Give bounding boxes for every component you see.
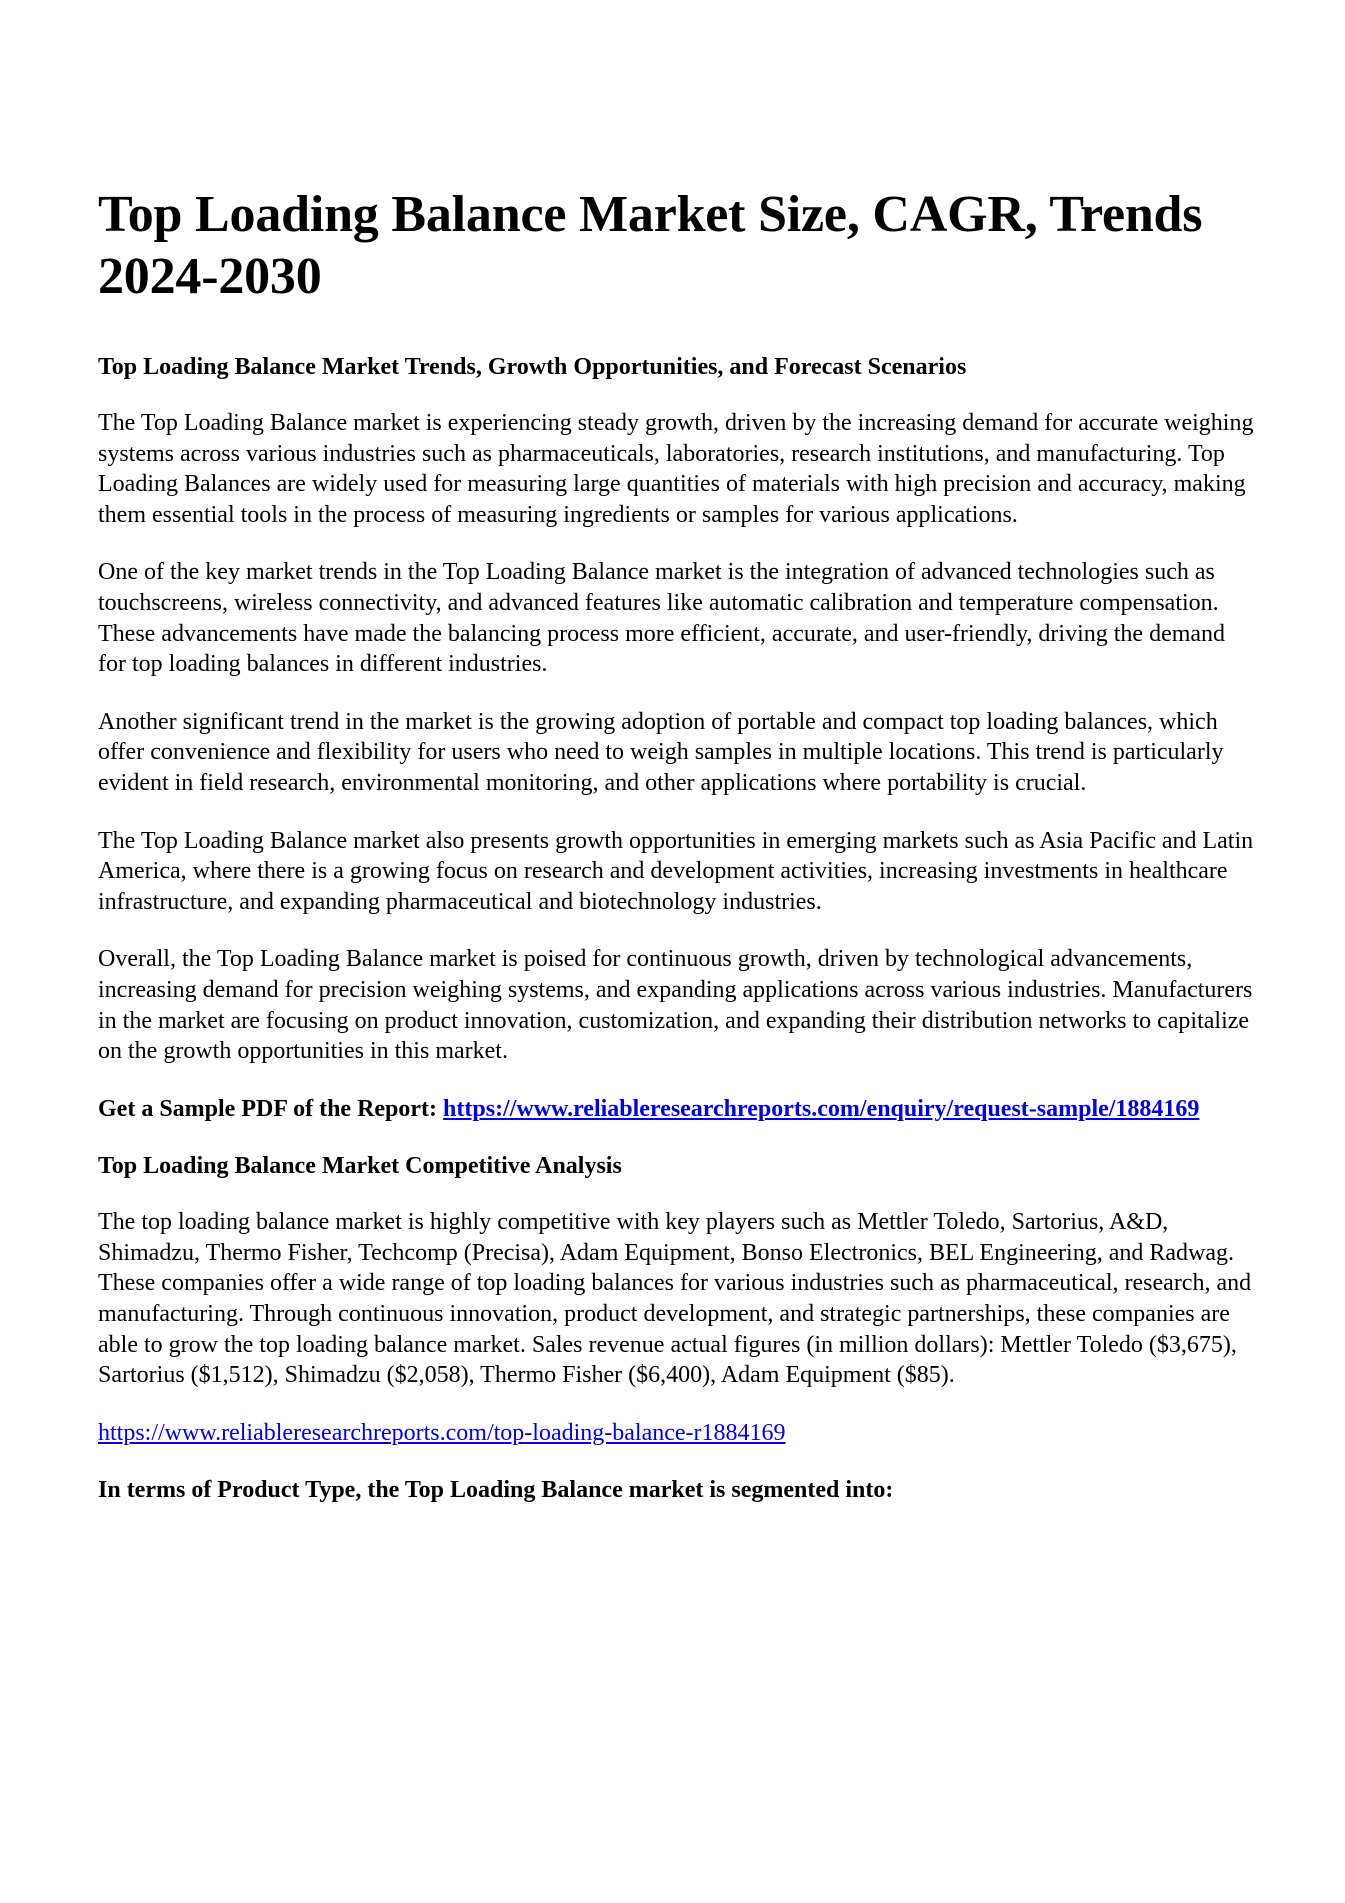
document-page xyxy=(98,184,1258,1531)
paragraph-overall: Overall, the Top Loading Balance market is poised for continuous growth, driven by technological advancements, increasing demand for precision weighing systems, and expanding applications across various industries. Manufacturers in the market are focusing on product innovation, customization, and expanding their distribution networks to capitalize on the growth opportunities in this market. xyxy=(98,946,1253,1065)
section-heading-product-type: In terms of Product Type, the Top Loading Balance market is segmented into: xyxy=(98,1477,894,1504)
section-heading-trends: Top Loading Balance Market Trends, Growth Opportunities, and Forecast Scenarios xyxy=(98,354,967,380)
sample-pdf-line xyxy=(98,1094,1258,1125)
sample-pdf-link[interactable]: https://www.reliableresearchreports.com/enquiry/request-sample/1884169 xyxy=(443,1095,1200,1122)
sample-pdf-label: Get a Sample PDF of the Report: xyxy=(98,1095,444,1122)
paragraph-emerging-markets: The Top Loading Balance market also presents growth opportunities in emerging markets such as Asia Pacific and Latin America, where there is a growing focus on research and development activities, increasing investments in healthcare infrastructure, and expanding pharmaceutical and biotechnology industries. xyxy=(98,827,1254,915)
paragraph-intro: The Top Loading Balance market is experiencing steady growth, driven by the increasing demand for accurate weighing systems across various industries such as pharmaceuticals, laboratories, research institutions, and manufacturing. Top Loading Balances are widely used for measuring large quantities of materials with high precision and accuracy, making them essential tools in the process of measuring ingredients or samples for various applications. xyxy=(98,410,1254,528)
report-link[interactable]: https://www.reliableresearchreports.com/top-loading-balance-r1884169 xyxy=(98,1419,786,1446)
paragraph-technology-trends: One of the key market trends in the Top Loading Balance market is the integration of advanced technologies such as touchscreens, wireless connectivity, and advanced features like automatic calibration and temperature compensation. These advancements have made the balancing process more efficient, accurate, and user-friendly, driving the demand for top loading balances in different industries. xyxy=(98,559,1226,678)
paragraph-portable-trends: Another significant trend in the market is the growing adoption of portable and compact top loading balances, which offer convenience and flexibility for users who need to weigh samples in multiple locations. This trend is particularly evident in field research, environmental monitoring, and other applications where portability is crucial. xyxy=(98,708,1224,796)
page-title: Top Loading Balance Market Size, CAGR, Trends 2024-2030 xyxy=(98,186,1203,305)
section-heading-competitive: Top Loading Balance Market Competitive Analysis xyxy=(98,1153,622,1180)
report-link-line xyxy=(98,1418,1258,1449)
paragraph-competitive-analysis: The top loading balance market is highly competitive with key players such as Mettler Toledo, Sartorius, A&D, Shimadzu, Thermo Fisher, Techcomp (Precisa), Adam Equipment, Bonso Electronics, BEL Engineering, and Radwag. These companies offer a wide range of top loading balances for various industries such as pharmaceutical, research, and manufacturing. Through continuous innovation, product development, and strategic partnerships, these companies are able to grow the top loading balance market. Sales revenue actual figures (in million dollars): Mettler Toledo ($3,675), Sartorius ($1,512), Shimadzu ($2,058), Thermo Fisher ($6,400), Adam Equipment ($85). xyxy=(98,1209,1252,1389)
